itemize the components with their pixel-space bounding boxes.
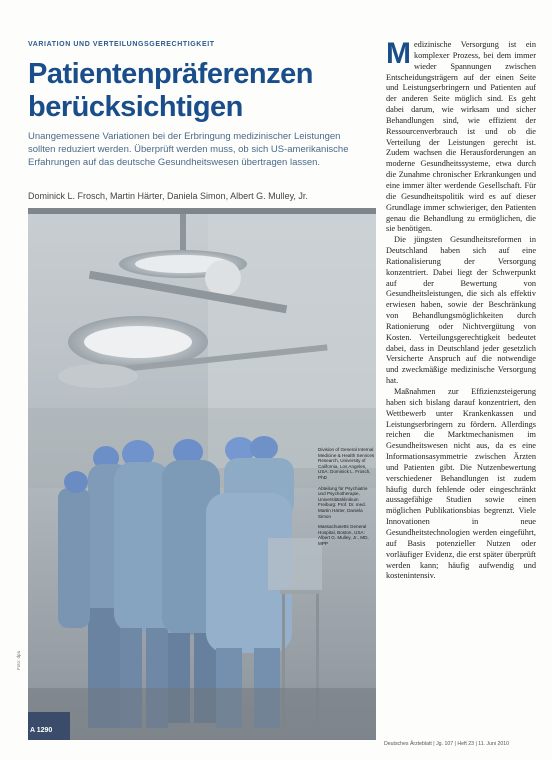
article-title [28, 58, 313, 124]
body-paragraph-2: Die jüngsten Gesundheitsreformen in Deutschland haben sich auf eine Rationalisierung der Versorgung konzentriert. Dabei liegt der Schwerpunkt auf der Bewertung von Gesundheitsleistungen, die sich als effektiv erwiesen haben, sowie der Beschränkung von Behandlungsmöglichkeiten durch Rationierung oder Nichtvergütung von Kosten. Verteilungsgerechtigkeit bedeutet dabei, dass in Deutschland jeder gesetzlich Versicherte Anspruch auf die notwendige und zweckmäßige medizinische Versorgung hat. [386, 235, 536, 386]
journal-footer: Deutsches Ärzteblatt | Jg. 107 | Heft 23 | 11. Juni 2010 [384, 741, 510, 747]
lead-paragraph: Unangemessene Variationen bei der Erbringung medizinischer Leistungen sollten reduziert werden. Überprüft werden muss, ob sich US-amerikanische Erfahrungen auf das deutsche Gesundheitswesen übertragen lassen. [28, 131, 349, 168]
body-paragraph-3: Maßnahmen zur Effizienzsteigerung haben sich bislang darauf konzentriert, den Wettbewerb unter Krankenkassen und Leistungserbringern zu fördern. Allerdings reichen die Marktmechanismen im Gesundheitswesen nicht aus, da es eine Informationsasymmetrie zwischen Ärzten und Patienten gibt. Die Nutzenbewertung verschiedener Behandlungen ist zudem häufig durch fehlende oder eingeschränkt aussagefähige Studien sowie einen möglichen Publikationsbias begrenzt. Viele Innovationen in neue Gesundheitstechnologien werden eingeführt, auf Basis potenzieller Nutzen oder vorläufiger Evidenz, die erst später überprüft werden kann; häufig aufwendig und kostenintensiv. [386, 387, 536, 581]
affiliation-1: Division of General Internal Medicine & Health Services Research, University of California, Los Angeles, USA: Dominick L. Frosch, PhD [318, 447, 375, 480]
article-body [386, 37, 536, 582]
title-line-1: Patientenpräferenzen [28, 58, 313, 90]
photo-credit: Foto: dpa [16, 650, 21, 670]
body-paragraph-1-text: edizinische Versorgung ist ein komplexer Prozess, bei dem immer wieder Spannungen zwischen Entscheidungsträgern auf der einen Seite und Leistungserbringern und Patienten auf der anderen Seite möglich sind. Es geht dabei darum, wie wirksam und sicher Behandlungen sind, wie effizient der Ressourcenverbrauch ist und ob die Verteilung der Leistungen gerecht ist. Zudem wachsen die Herausforderungen an moderne Gesundheitssysteme, etwa durch die Zunahme chronischer Erkrankungen und eine immer älter werdende Gesellschaft. Für die Gesundheitspolitik wird es auf dieser Grundlage immer schwieriger, den Patienten genau die Behandlung zu ermöglichen, die sie benötigen. [386, 40, 536, 234]
affiliation-2: Abteilung für Psychiatrie und Psychotherapie, Universitätsklinikum Freiburg: Prof. Dr. med. Martin Härter, Daniela Simon [318, 485, 368, 519]
author-affiliations [318, 447, 376, 552]
dropcap: M [386, 37, 411, 70]
author-list: Dominick L. Frosch, Martin Härter, Daniela Simon, Albert G. Mulley, Jr. [28, 191, 308, 201]
body-paragraph-1 [386, 37, 536, 235]
title-line-2: berücksichtigen [28, 91, 243, 123]
page-number: A 1290 [30, 727, 53, 734]
affiliation-3: Massachusetts General Hospital, Boston, USA: Albert G. Mulley, Jr., MD, MPP [318, 524, 369, 546]
section-label: VARIATION UND VERTEILUNGSGERECHTIGKEIT [28, 41, 215, 48]
